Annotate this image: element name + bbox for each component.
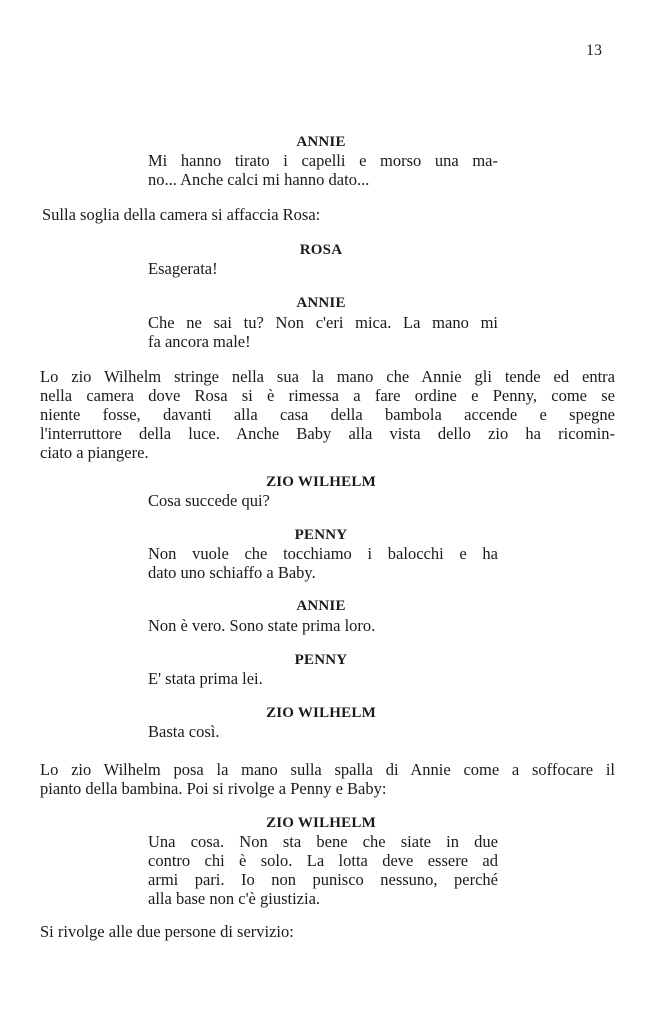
dialogue-line: alla base non c'è giustizia. <box>148 889 321 908</box>
stage-direction <box>40 760 615 798</box>
stage-direction <box>40 367 615 462</box>
speaker-name: ANNIE <box>296 598 346 614</box>
dialogue <box>148 669 498 688</box>
dialogue-line: Una cosa. Non sta bene che siate in due <box>148 832 498 851</box>
dialogue-line: Cosa succede qui? <box>148 491 270 510</box>
dialogue-line: contro chi è solo. La lotta deve essere ad <box>148 851 498 870</box>
stage-line: Sulla soglia della camera si affaccia Rosa: <box>42 205 321 224</box>
stage-line: Si rivolge alle due persone di servizio: <box>40 922 294 941</box>
dialogue <box>148 491 498 510</box>
dialogue-line: fa ancora male! <box>148 332 251 351</box>
dialogue <box>148 151 498 189</box>
speaker-name: PENNY <box>294 527 348 543</box>
speaker-name: ZIO WILHELM <box>266 815 376 831</box>
stage-direction <box>42 205 617 224</box>
dialogue-line: dato uno schiaffo a Baby. <box>148 563 316 582</box>
stage-line: ciato a piangere. <box>40 443 149 462</box>
dialogue-line: armi pari. Io non punisco nessuno, perché <box>148 870 498 889</box>
stage-line: l'interruttore della luce. Anche Baby alla vista dello zio ha ricomin- <box>40 424 615 443</box>
dialogue-line: E' stata prima lei. <box>148 669 263 688</box>
speaker-name: ANNIE <box>296 295 346 311</box>
stage-line: nella camera dove Rosa si è rimessa a fare ordine e Penny, come se <box>40 386 615 405</box>
stage-line: Lo zio Wilhelm posa la mano sulla spalla di Annie come a soffocare il <box>40 760 615 779</box>
dialogue <box>148 313 498 351</box>
dialogue-line: no... Anche calci mi hanno dato... <box>148 170 370 189</box>
dialogue-line: Che ne sai tu? Non c'eri mica. La mano mi <box>148 313 498 332</box>
stage-line: pianto della bambina. Poi si rivolge a Penny e Baby: <box>40 779 387 798</box>
dialogue <box>148 616 498 635</box>
stage-line: niente fosse, davanti alla casa della bambola accende e spegne <box>40 405 615 424</box>
dialogue-line: Mi hanno tirato i capelli e morso una ma- <box>148 151 498 170</box>
dialogue-line: Non è vero. Sono state prima loro. <box>148 616 376 635</box>
dialogue <box>148 544 498 582</box>
speaker-name: ZIO WILHELM <box>266 474 376 490</box>
stage-line: Lo zio Wilhelm stringe nella sua la mano che Annie gli tende ed entra <box>40 367 615 386</box>
speaker-name: ANNIE <box>296 134 346 150</box>
speaker-name: ROSA <box>299 242 343 258</box>
speaker-name: ZIO WILHELM <box>266 705 376 721</box>
dialogue-line: Basta così. <box>148 722 220 741</box>
dialogue <box>148 832 498 908</box>
dialogue <box>148 259 498 278</box>
dialogue <box>148 722 498 741</box>
page-number: 13 <box>586 42 602 59</box>
speaker-name: PENNY <box>294 652 348 668</box>
stage-direction <box>40 922 615 941</box>
dialogue-line: Non vuole che tocchiamo i balocchi e ha <box>148 544 498 563</box>
dialogue-line: Esagerata! <box>148 259 218 278</box>
